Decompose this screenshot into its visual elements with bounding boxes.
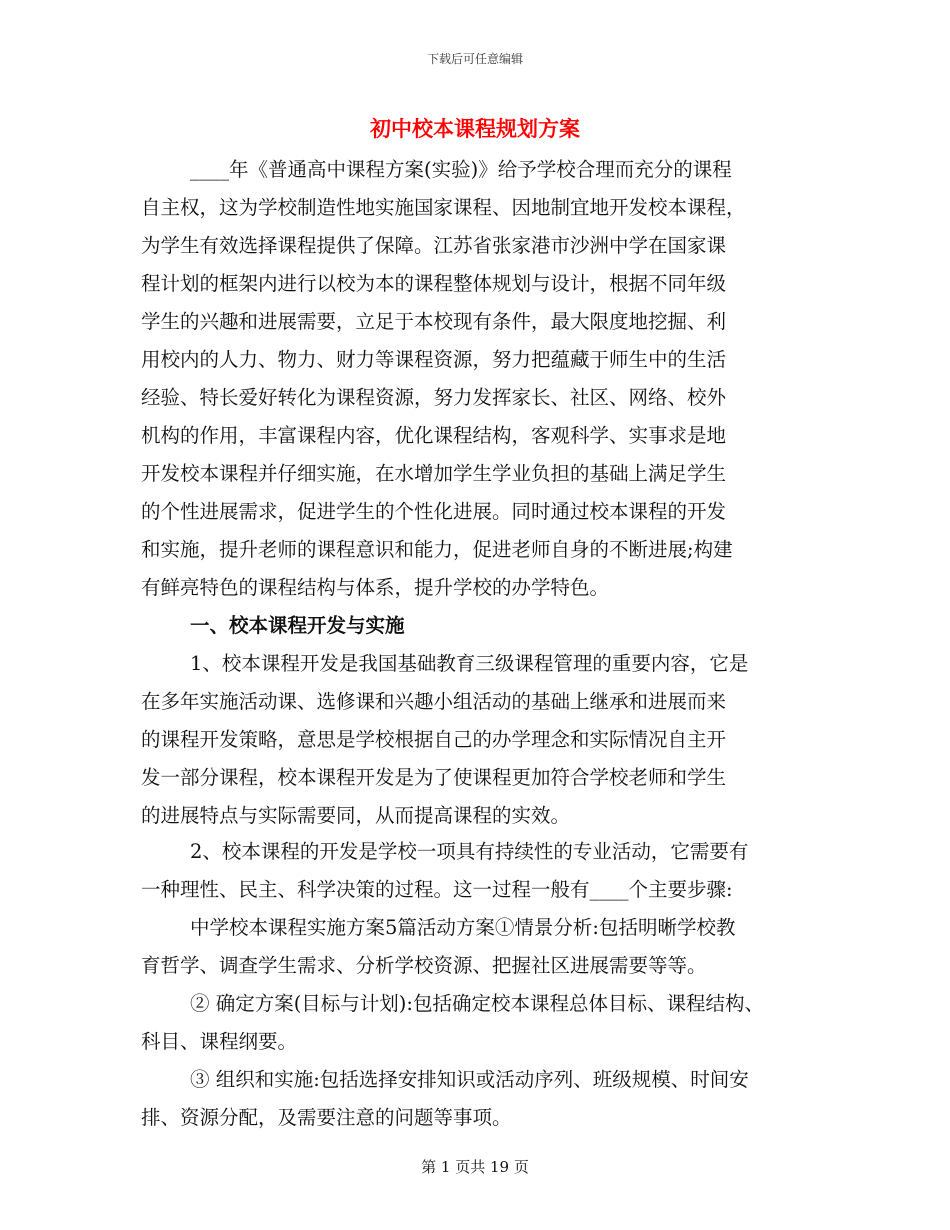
document-title: 初中校本课程规划方案 (370, 116, 580, 141)
paragraph-line: 在多年实施活动课、选修课和兴趣小组活动的基础上继承和进展而来 (141, 690, 727, 713)
intro-line: 的个性进展需求，促进学生的个性化进展。同时通过校本课程的开发 (141, 500, 727, 523)
paragraph-line: ③ 组织和实施:包括选择安排知识或活动序列、班级规模、时间安 (190, 1068, 749, 1091)
paragraph-line: 育哲学、调查学生需求、分析学校资源、把握社区进展需要等等。 (141, 954, 707, 977)
page-number: 第 1 页共 19 页 (421, 1158, 529, 1176)
intro-line: 机构的作用，丰富课程内容，优化课程结构，客观科学、实事求是地 (141, 424, 727, 447)
intro-line: 学生的兴趣和进展需要，立足于本校现有条件，最大限度地挖掘、利 (141, 310, 727, 333)
paragraph-line: 的进展特点与实际需要同，从而提高课程的实效。 (141, 804, 571, 827)
paragraph-line: 1、校本课程开发是我国基础教育三级课程管理的重要内容，它是 (190, 652, 749, 675)
paragraph-line: 一种理性、民主、科学决策的过程。这一过程一般有____个主要步骤: (141, 878, 733, 901)
intro-line: 经验、特长爱好转化为课程资源，努力发挥家长、社区、网络、校外 (141, 386, 727, 409)
header-note: 下载后可任意编辑 (426, 52, 523, 66)
intro-line: 用校内的人力、物力、财力等课程资源，努力把蕴藏于师生中的生活 (141, 348, 727, 371)
intro-line: 为学生有效选择课程提供了保障。江苏省张家港市沙洲中学在国家课 (141, 234, 727, 257)
paragraph-line: 2、校本课程的开发是学校一项具有持续性的专业活动，它需要有 (190, 840, 749, 863)
paragraph-line: 发一部分课程，校本课程开发是为了使课程更加符合学校老师和学生 (141, 766, 727, 789)
paragraph-line: 的课程开发策略，意思是学校根据自己的办学理念和实际情况自主开 (141, 728, 727, 751)
paragraph-line: ② 确定方案(目标与计划):包括确定校本课程总体目标、课程结构、 (190, 992, 764, 1015)
intro-line: 开发校本课程并仔细实施，在水增加学生学业负担的基础上满足学生 (141, 462, 727, 485)
section-heading: 一、校本课程开发与实施 (190, 614, 405, 637)
intro-line: 程计划的框架内进行以校为本的课程整体规划与设计，根据不同年级 (141, 272, 727, 295)
paragraph-line: 排、资源分配，及需要注意的问题等事项。 (141, 1106, 512, 1129)
intro-line: 自主权，这为学校制造性地实施国家课程、因地制宜地开发校本课程， (141, 196, 746, 219)
intro-line: 有鲜亮特色的课程结构与体系，提升学校的办学特色。 (141, 576, 610, 599)
paragraph-line: 中学校本课程实施方案5篇活动方案①情景分析:包括明晰学校教 (190, 916, 736, 939)
intro-line: 和实施，提升老师的课程意识和能力，促进老师自身的不断进展;构建 (141, 538, 733, 561)
paragraph-line: 科目、课程纲要。 (141, 1030, 298, 1053)
intro-line: ____年《普通高中课程方案(实验)》给予学校合理而充分的课程 (190, 158, 732, 181)
